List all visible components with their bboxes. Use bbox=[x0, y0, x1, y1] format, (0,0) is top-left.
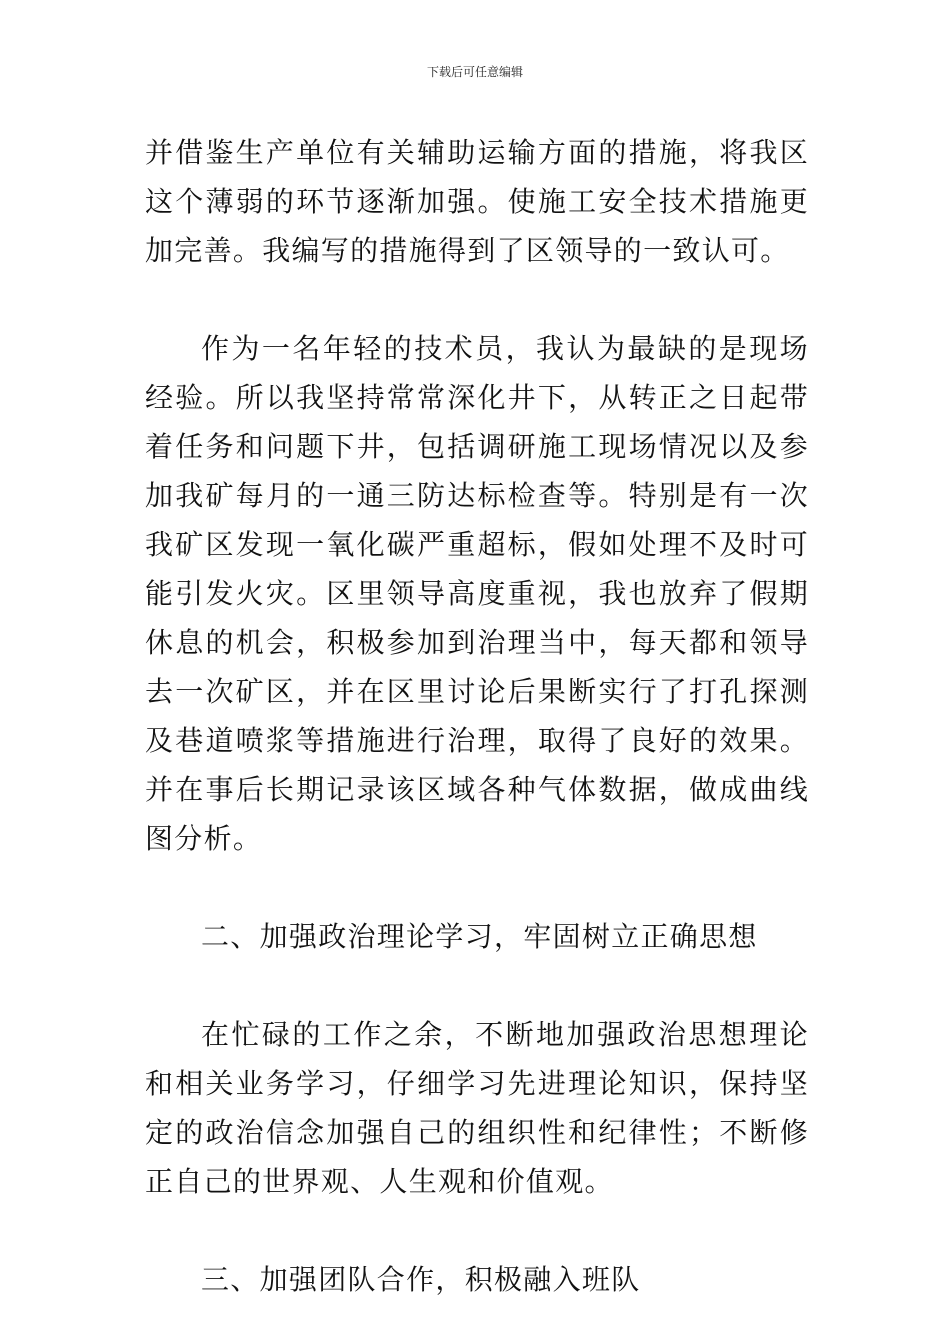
page-header: 下载后可任意编辑 bbox=[426, 65, 523, 79]
paragraph-political-study: 在忙碌的工作之余，不断地加强政治思想理论和相关业务学习，仔细学习先进理论知识，保持坚定的政治信念加强自己的组织性和纪律性；不断修正自己的世界观、人生观和价值观。 bbox=[145, 1018, 809, 1198]
section-heading-political-study: 二、加强政治理论学习，牢固树立正确思想 bbox=[201, 920, 758, 953]
paragraph-field-experience: 作为一名年轻的技术员，我认为最缺的是现场经验。所以我坚持常常深化井下，从转正之日起带着任务和问题下井，包括调研施工现场情况以及参加我矿每月的一通三防达标检查等。特别是有一次我矿区发现一氧化碳严重超标，假如处理不及时可能引发火灾。区里领导高度重视，我也放弃了假期休息的机会，积极参加到治理当中，每天都和领导去一次矿区，并在区里讨论后果断实行了打孔探测及巷道喷浆等措施进行治理，取得了良好的效果。并在事后长期记录该区域各种气体数据，做成曲线图分析。 bbox=[145, 332, 809, 855]
document-body bbox=[145, 128, 809, 1304]
section-heading-teamwork: 三、加强团队合作，积极融入班队 bbox=[201, 1263, 641, 1296]
paragraph-auxiliary-transport: 并借鉴生产单位有关辅助运输方面的措施，将我区这个薄弱的环节逐渐加强。使施工安全技术措施更加完善。我编写的措施得到了区领导的一致认可。 bbox=[145, 136, 809, 267]
